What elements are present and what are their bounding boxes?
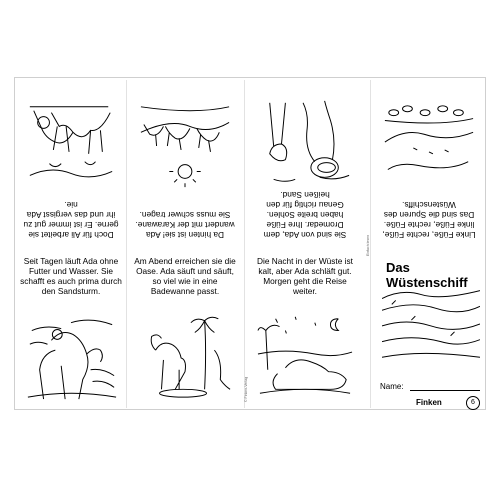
panel-bottom-2 (130, 252, 240, 412)
finken-logo: Finken (416, 398, 442, 407)
caravan-icon (136, 100, 234, 192)
panel-top-2 (130, 84, 240, 244)
fold-line (244, 80, 245, 408)
panel-text: Linke Füße, rechte Füße, linke Füße, rechte Füße. Das sind die Spuren des Wüstenschiffs. (382, 200, 476, 240)
cover-panel (374, 252, 484, 412)
name-field[interactable] (410, 390, 480, 391)
sandstorm-icon (22, 310, 120, 402)
panel-text: Da hinten ist sie! Ada wandert mit der Karawane. Sie muss schwer tragen. (135, 210, 235, 240)
oasis-icon (136, 310, 234, 402)
panel-text: Am Abend erreichen sie die Oase. Ada säuft und säuft, so viel wie in eine Badewanne passt. (134, 256, 236, 296)
footprints-icon (380, 100, 478, 192)
footnote-copyright: © Finken-Verlag (244, 376, 248, 402)
camel-feet-illustration (256, 98, 354, 190)
name-label: Name: (380, 382, 404, 391)
panel-top-1 (16, 84, 126, 244)
camel-feet-icon (256, 98, 354, 190)
caravan-illustration (136, 100, 234, 192)
panel-top-3 (250, 84, 360, 244)
oasis-illustration (136, 310, 234, 402)
camels-illustration (22, 100, 120, 192)
panel-text: Die Nacht in der Wüste ist kalt, aber Ada schläft gut. Morgen geht die Reise weiter. (257, 256, 353, 296)
panel-text: Sie sind von Ada, dem Dromedar. Ihre Füße haben breite Sohlen. Genau richtig für den heißen Sand. (263, 190, 347, 240)
fold-line (126, 80, 127, 408)
booklet-title: Das Wüstenschiff (386, 260, 468, 290)
desert-icon (382, 280, 480, 366)
fold-line (370, 80, 371, 408)
panel-bottom-1 (16, 252, 126, 412)
panel-bottom-3 (250, 252, 360, 412)
footnote-edition: Einfach lesen (366, 234, 370, 256)
panel-text: Seit Tagen läuft Ada ohne Futter und Wasser. Sie schafft es auch prima durch den Sandsturm. (20, 256, 122, 296)
night-illustration (256, 310, 354, 402)
page-number: 6 (466, 396, 480, 410)
panel-text: Doch für Ali arbeitet sie gerne. Er ist immer gut zu ihr und das vergisst Ada nie. (23, 200, 119, 240)
camels-icon (22, 100, 120, 192)
desert-illustration (382, 280, 480, 366)
panel-top-4 (374, 84, 484, 244)
night-icon (256, 310, 354, 402)
footprints-illustration (380, 100, 478, 192)
sandstorm-illustration (22, 310, 120, 402)
